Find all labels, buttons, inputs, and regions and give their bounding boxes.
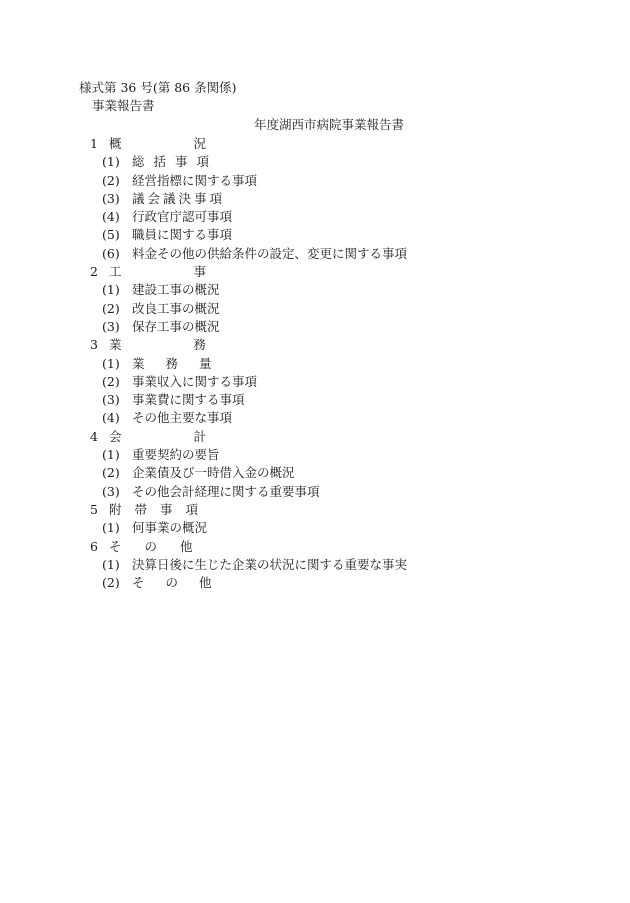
list-item: [0, 190, 630, 208]
section-number: 6: [90, 538, 98, 554]
list-item: [0, 153, 630, 171]
item-title: 建設工事の概況: [132, 282, 220, 298]
report-title: 年度湖西市病院事業報告書: [254, 117, 405, 132]
item-number: (1): [102, 520, 120, 536]
list-item: [0, 446, 630, 464]
item-number: (6): [102, 245, 120, 261]
item-number: (2): [102, 300, 120, 316]
section-number: 3: [90, 337, 98, 353]
section-heading: [0, 263, 630, 281]
section-title: 附帯事項: [109, 501, 212, 517]
item-number: (2): [102, 575, 120, 591]
list-item: [0, 373, 630, 391]
item-number: (4): [102, 410, 120, 426]
item-number: (3): [102, 392, 120, 408]
section-heading: [0, 501, 630, 519]
list-item: [0, 208, 630, 226]
item-title: その他: [132, 575, 233, 591]
report-outline: [0, 135, 630, 592]
item-title: 保存工事の概況: [132, 318, 220, 334]
list-item: [0, 226, 630, 244]
item-title: 総括事項: [132, 154, 219, 170]
item-title: 企業債及び一時借入金の概況: [132, 465, 295, 481]
section-title: その他: [109, 538, 216, 554]
list-item: [0, 409, 630, 427]
item-title: 事業収入に関する事項: [132, 373, 258, 389]
section-number: 4: [90, 428, 98, 444]
item-number: (2): [102, 465, 120, 481]
section-number: 2: [90, 264, 98, 280]
item-number: (1): [102, 355, 120, 371]
list-item: [0, 391, 630, 409]
section-number: 1: [90, 136, 98, 151]
item-title: 重要契約の要旨: [132, 447, 220, 463]
item-number: (1): [102, 447, 120, 463]
item-number: (1): [102, 556, 120, 572]
item-number: (1): [102, 282, 120, 298]
section-title: 業 務: [109, 337, 206, 353]
item-title: その他会計経理に関する重要事項: [132, 483, 320, 499]
list-item: [0, 318, 630, 336]
form-number-label: 様式第 36 号(第 86 条関係): [79, 80, 237, 95]
item-number: (4): [102, 209, 120, 225]
item-title: 料金その他の供給条件の設定、変更に関する事項: [132, 245, 408, 261]
list-item: [0, 483, 630, 501]
list-item: [0, 464, 630, 482]
item-number: (3): [102, 190, 120, 206]
section-number: 5: [90, 501, 98, 517]
item-title: 行政官庁認可事項: [132, 209, 233, 225]
section-title: 概 況: [109, 136, 206, 151]
item-number: (1): [102, 154, 120, 170]
section-title: 会 計: [109, 428, 206, 444]
item-title: 改良工事の概況: [132, 300, 220, 316]
item-number: (3): [102, 483, 120, 499]
list-item: [0, 574, 630, 592]
item-number: (2): [102, 373, 120, 389]
item-title: 事業費に関する事項: [132, 392, 245, 408]
list-item: [0, 281, 630, 299]
section-heading: [0, 428, 630, 446]
document-type-heading: 事業報告書: [92, 98, 155, 113]
section-heading: [0, 135, 630, 153]
list-item: [0, 245, 630, 263]
list-item: [0, 355, 630, 373]
section-heading: [0, 538, 630, 556]
section-title: 工 事: [109, 264, 206, 280]
list-item: [0, 556, 630, 574]
section-heading: [0, 336, 630, 354]
item-title: 業務量: [132, 355, 233, 371]
item-title: 何事業の概況: [132, 520, 208, 536]
item-title: 議会議決事項: [132, 190, 226, 206]
item-number: (2): [102, 172, 120, 188]
item-number: (5): [102, 227, 120, 243]
item-title: 経営指標に関する事項: [132, 172, 258, 188]
item-title: その他主要な事項: [132, 410, 233, 426]
list-item: [0, 172, 630, 190]
list-item: [0, 300, 630, 318]
item-title: 職員に関する事項: [132, 227, 233, 243]
item-number: (3): [102, 318, 120, 334]
item-title: 決算日後に生じた企業の状況に関する重要な事実: [132, 556, 408, 572]
list-item: [0, 519, 630, 537]
